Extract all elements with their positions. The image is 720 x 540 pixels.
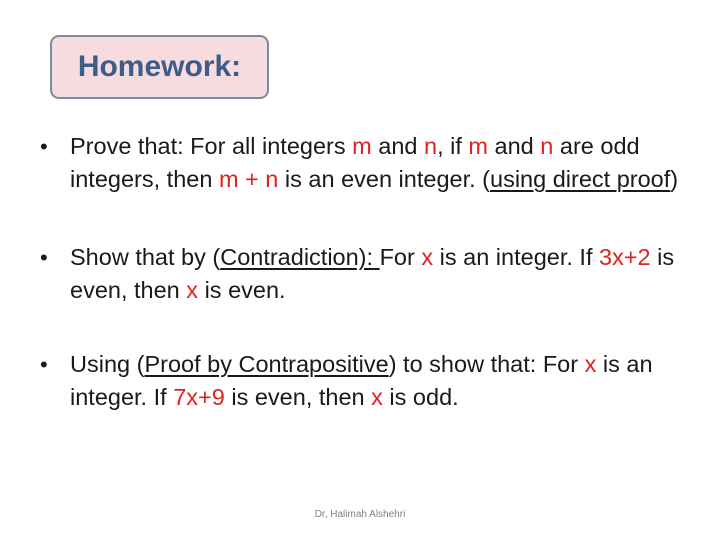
expression: 7x+9	[173, 384, 225, 410]
list-item	[40, 130, 700, 196]
text-segment: For	[379, 244, 422, 270]
variable-x: x	[186, 277, 199, 303]
text-segment: is an even integer. (	[278, 166, 491, 192]
list-item	[40, 241, 700, 307]
text-segment: and	[371, 133, 424, 159]
variable-n: n	[540, 133, 554, 159]
variable-x: x	[584, 351, 597, 377]
homework-title-box	[50, 35, 269, 99]
text-segment: ) to show that: For	[388, 351, 585, 377]
expression: m + n	[218, 166, 279, 192]
text-segment: is an integer. If	[70, 351, 653, 410]
method-label: using direct proof	[490, 166, 671, 192]
bullet-text	[70, 351, 653, 410]
variable-m: m	[352, 133, 372, 159]
footer-author: Dr, Halimah Alshehri	[314, 509, 406, 520]
variable-x: x	[371, 384, 383, 410]
text-segment: is even, then	[224, 384, 372, 410]
text-segment: is an integer. If	[433, 244, 600, 270]
list-item	[40, 348, 700, 414]
bullet-icon: •	[40, 245, 48, 270]
bullet-icon: •	[40, 134, 48, 159]
text-segment: is even, then	[70, 244, 675, 303]
text-segment: Show that by (	[70, 244, 221, 270]
expression: 3x+2	[599, 244, 651, 270]
text-segment: Prove that: For all integers	[70, 133, 353, 159]
method-label: Proof by Contrapositive	[144, 351, 389, 377]
variable-x: x	[421, 244, 434, 270]
text-segment: )	[670, 166, 679, 192]
bullet-icon: •	[40, 352, 48, 377]
text-segment: and	[488, 133, 541, 159]
text-segment: is even.	[198, 277, 286, 303]
text-segment: Using (	[70, 351, 145, 377]
text-segment: are odd integers, then	[70, 133, 640, 192]
method-label: Contradiction):	[220, 244, 380, 270]
bullet-text	[70, 133, 678, 192]
bullet-text	[70, 244, 674, 303]
variable-n: n	[424, 133, 438, 159]
text-segment: is odd.	[382, 384, 459, 410]
variable-m: m	[468, 133, 488, 159]
text-segment: , if	[437, 133, 469, 159]
page-title: Homework:	[77, 50, 242, 83]
homework-list	[40, 130, 700, 459]
